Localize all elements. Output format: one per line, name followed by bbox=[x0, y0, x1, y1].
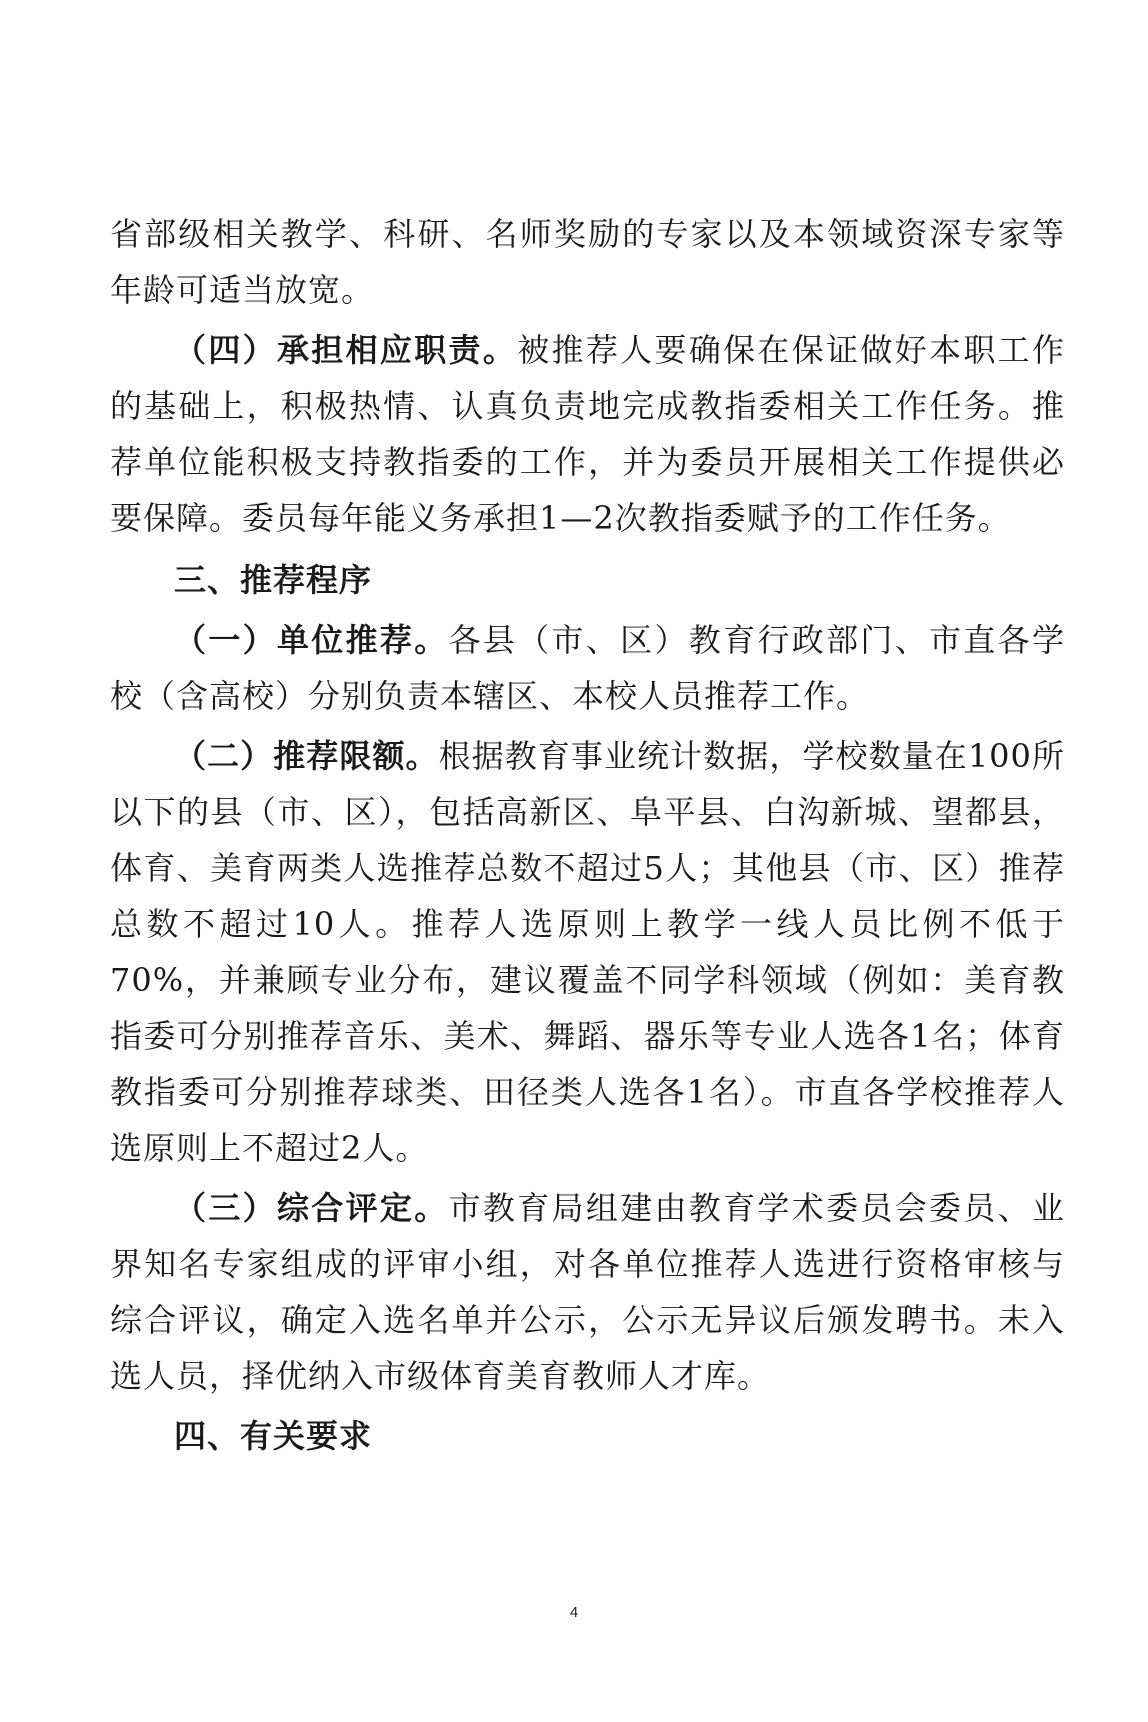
paragraph-text: 省部级相关教学、科研、名师奖励的专家以及本领域资深专家等年龄可适当放宽。 bbox=[110, 215, 1065, 309]
section-heading-recommend-procedure: 三、推荐程序 bbox=[174, 561, 373, 599]
document-body bbox=[110, 206, 1065, 1464]
paragraph-lead: （四）承担相应职责。 bbox=[174, 331, 518, 369]
paragraph-text: 各县（市、区）教育行政部门、市直各学校（含高校）分别负责本辖区、本校人员推荐工作。 bbox=[110, 621, 1065, 715]
paragraph-lead: （一）单位推荐。 bbox=[174, 621, 449, 659]
paragraph-review bbox=[110, 1180, 1065, 1404]
paragraph-text: 根据教育事业统计数据，学校数量在100所以下的县（市、区），包括高新区、阜平县、白沟新城、望都县，体育、美育两类人选推荐总数不超过5人；其他县（市、区）推荐总数不超过10人。推荐人选原则上教学一线人员比例不低于70%，并兼顾专业分布，建议覆盖不同学科领域（例如：美育教指委可分别推荐音乐、美术、舞蹈、器乐等专业人选各1名；体育教指委可分别推荐球类、田径类人选各1名）。市直各学校推荐人选原则上不超过2人。 bbox=[110, 737, 1065, 1167]
paragraph-quota bbox=[110, 728, 1065, 1176]
paragraph-text: 被推荐人要确保在保证做好本职工作的基础上，积极热情、认真负责地完成教指委相关工作任务。推荐单位能积极支持教指委的工作，并为委员开展相关工作提供必要保障。委员每年能义务承担1—2次教指委赋予的工作任务。 bbox=[110, 331, 1065, 537]
paragraph-unit-recommend bbox=[110, 612, 1065, 724]
page-number: 4 bbox=[569, 1604, 579, 1621]
paragraph-age-relaxation bbox=[110, 206, 1065, 318]
paragraph-lead: （二）推荐限额。 bbox=[174, 737, 439, 775]
paragraph-text: 市教育局组建由教育学术委员会委员、业界知名专家组成的评审小组，对各单位推荐人选进行资格审核与综合评议，确定入选名单并公示，公示无异议后颁发聘书。未入选人员，择优纳入市级体育美育教师人才库。 bbox=[110, 1189, 1065, 1395]
paragraph-duties bbox=[110, 322, 1065, 546]
section-heading-requirements: 四、有关要求 bbox=[174, 1417, 373, 1455]
paragraph-lead: （三）综合评定。 bbox=[174, 1189, 449, 1227]
